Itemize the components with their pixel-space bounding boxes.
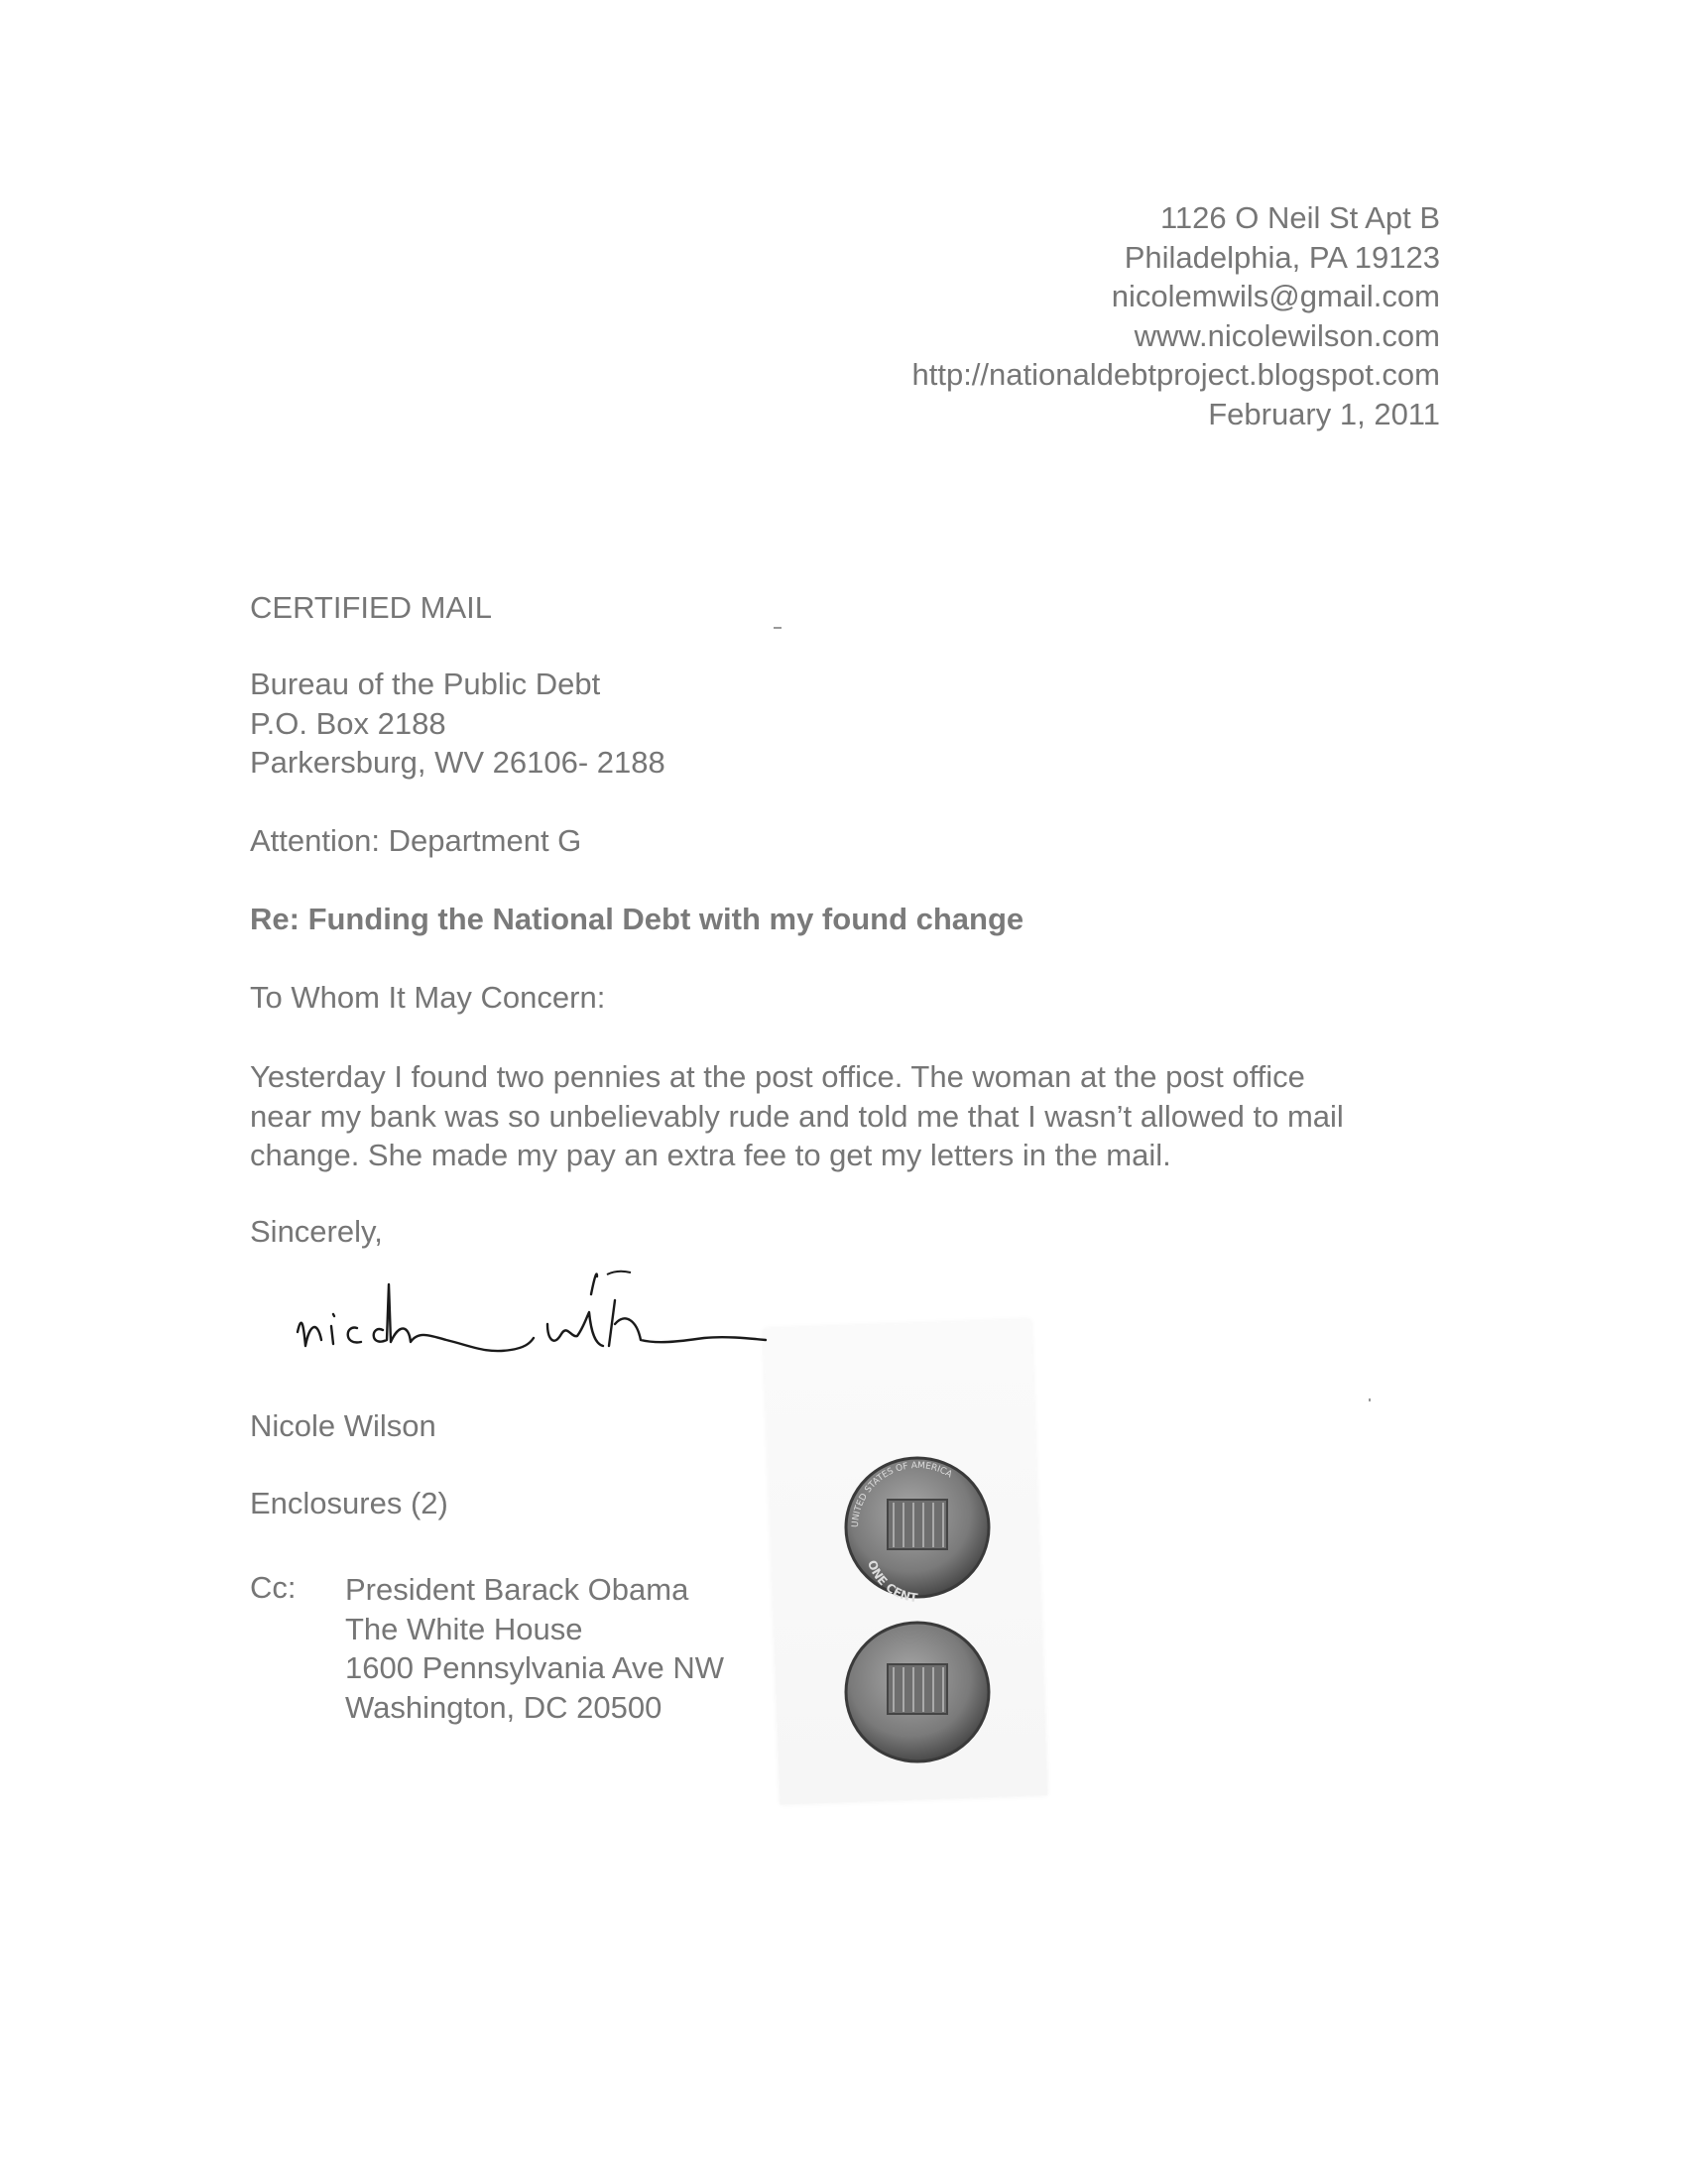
coin-legend: ONE CENT — [864, 1558, 919, 1606]
sender-address-block — [911, 198, 1440, 433]
body-line: Yesterday I found two pennies at the post office. The woman at the post office — [250, 1059, 1305, 1094]
signature-name: Nicole Wilson — [250, 1408, 436, 1443]
recipient-address-block — [250, 665, 665, 783]
penny-icon — [846, 1458, 989, 1605]
sender-website: www.nicolewilson.com — [1134, 317, 1440, 353]
cc-line: Washington, DC 20500 — [345, 1689, 662, 1725]
letter-date: February 1, 2011 — [1208, 396, 1440, 431]
recipient-name: Bureau of the Public Debt — [250, 667, 601, 701]
recipient-po-box: P.O. Box 2188 — [250, 705, 446, 741]
scan-speck — [1369, 1398, 1371, 1401]
handwritten-signature — [288, 1255, 823, 1384]
closing: Sincerely, — [250, 1214, 383, 1249]
sender-email: nicolemwils@gmail.com — [1111, 279, 1440, 313]
body-line: near my bank was so unbelievably rude and told me that I wasn’t allowed to mail — [250, 1098, 1344, 1134]
enclosures: Enclosures (2) — [250, 1486, 448, 1520]
penny-icon — [846, 1623, 989, 1761]
cc-address-block — [345, 1570, 724, 1727]
cc-line: The White House — [345, 1611, 583, 1646]
cc-label: Cc: — [250, 1570, 297, 1605]
body-line: change. She made my pay an extra fee to get my letters in the mail. — [250, 1138, 1171, 1172]
taped-pennies — [828, 1448, 1007, 1775]
mail-type: CERTIFIED MAIL — [250, 590, 493, 625]
sender-street: 1126 O Neil St Apt B — [1159, 200, 1440, 235]
cc-line: 1600 Pennsylvania Ave NW — [345, 1650, 724, 1685]
salutation: To Whom It May Concern: — [250, 980, 606, 1015]
cc-line: President Barack Obama — [345, 1572, 689, 1607]
subject-line: Re: Funding the National Debt with my found change — [250, 902, 1024, 936]
body-paragraph — [250, 1057, 1440, 1175]
attention-line: Attention: Department G — [250, 823, 582, 858]
scan-speck — [774, 627, 782, 629]
sender-blog: http://nationaldebtproject.blogspot.com — [911, 357, 1440, 392]
sender-city: Philadelphia, PA 19123 — [1124, 239, 1440, 275]
coin-legend: UNITED STATES OF AMERICA — [850, 1460, 954, 1528]
recipient-city: Parkersburg, WV 26106- 2188 — [250, 745, 665, 780]
